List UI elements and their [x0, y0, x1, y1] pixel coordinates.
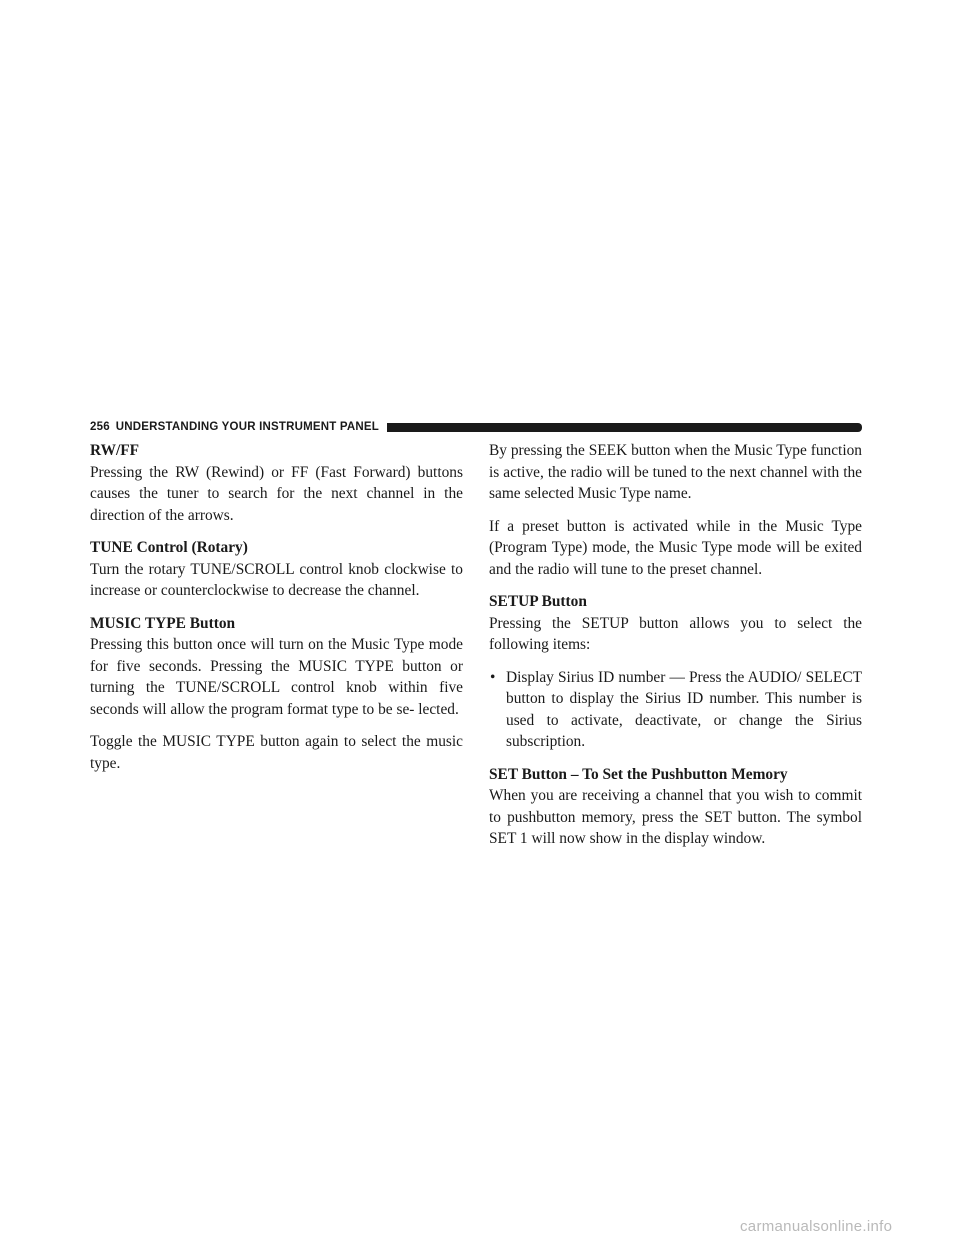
setup-heading: SETUP Button	[489, 593, 587, 610]
tune-text: Turn the rotary TUNE/SCROLL control knob clockwise to increase or counterclockwise to decrease the channel.	[90, 560, 463, 599]
music-type-heading: MUSIC TYPE Button	[90, 614, 236, 632]
set-text: When you are receiving a channel that you wish to commit to pushbutton memory, press the SET button. The symbol SET 1 will now show in the display window.	[489, 787, 862, 847]
rwff-text: Pressing the RW (Rewind) or FF (Fast Forward) buttons causes the tuner to search for the next channel in the direction of the arrows.	[90, 463, 463, 524]
bullet-text: Display Sirius ID number — Press the AUDIO/ SELECT button to display the Sirius ID number. This number is used to activate, deactivate, or change the Sirius subscription.	[506, 668, 862, 750]
seek-text: By pressing the SEEK button when the Music Type function is active, the radio will be tuned to the next channel with the same selected Music Type name.	[489, 442, 862, 502]
list-item	[489, 667, 862, 753]
page-number: 256	[90, 421, 110, 433]
bullet-icon: •	[490, 668, 496, 686]
toggle-music-type-text: Toggle the MUSIC TYPE button again to select the music type.	[90, 733, 463, 772]
preset-text: If a preset button is activated while in the Music Type (Program Type) mode, the Music Type mode will be exited and the radio will tune to the preset channel.	[489, 517, 862, 578]
music-type-text: Pressing this button once will turn on the Music Type mode for five seconds. Pressing the MUSIC TYPE button or turning the TUNE/SCROLL control knob within five seconds will allow the program format type to be se- lected.	[90, 636, 463, 718]
section-title: UNDERSTANDING YOUR INSTRUMENT PANEL	[115, 421, 379, 433]
left-column	[90, 440, 463, 785]
right-column	[489, 440, 862, 861]
tune-heading: TUNE Control (Rotary)	[90, 539, 248, 556]
set-heading: SET Button – To Set the Pushbutton Memory	[489, 765, 788, 783]
watermark: carmanualsonline.info	[740, 1218, 893, 1235]
setup-text: Pressing the SETUP button allows you to select the following items:	[489, 614, 862, 653]
page-header	[90, 419, 862, 435]
rwff-heading: RW/FF	[90, 442, 140, 459]
header-rule	[387, 423, 862, 432]
